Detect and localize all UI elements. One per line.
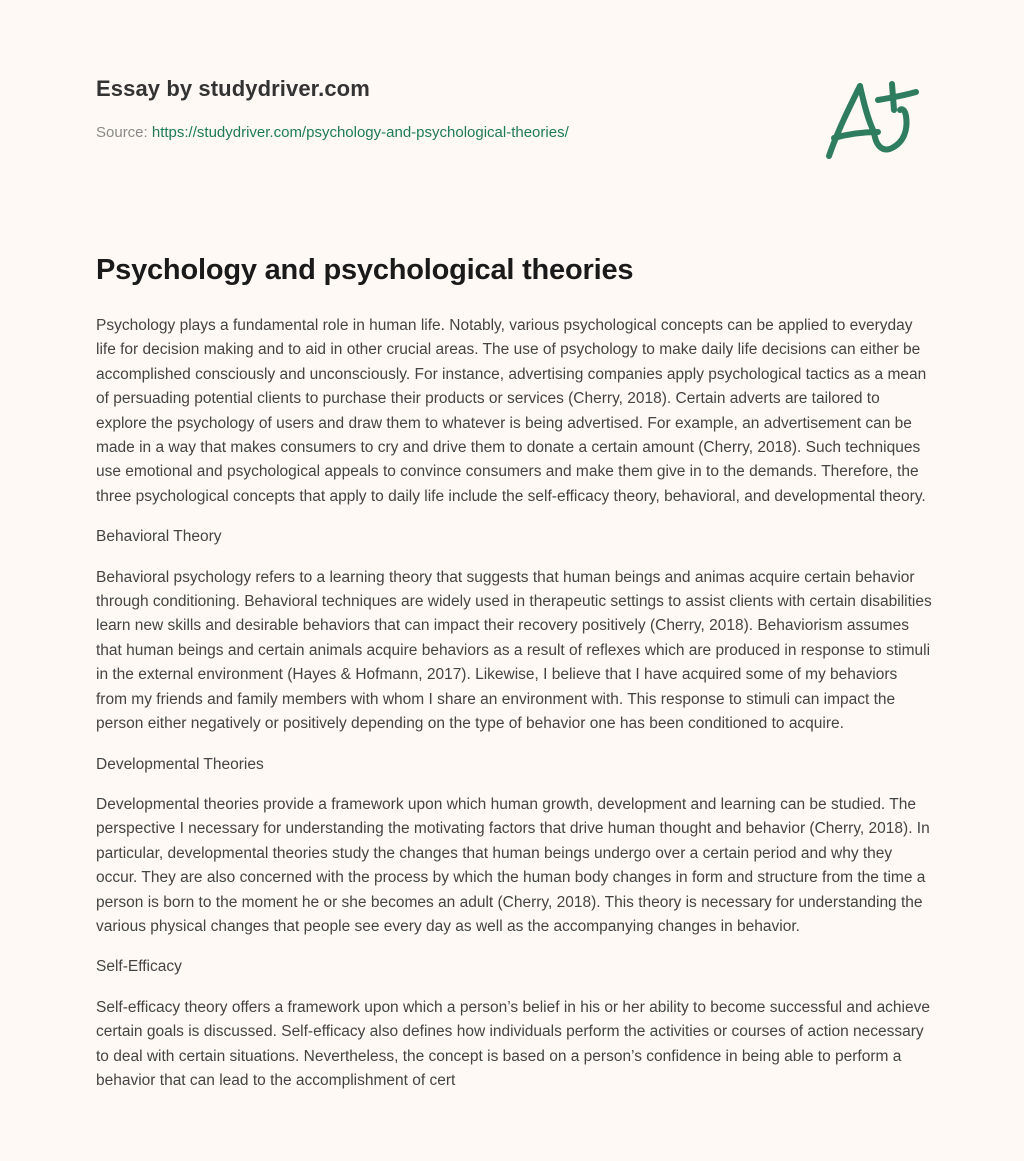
document-body xyxy=(96,314,932,1109)
page-header xyxy=(96,0,936,230)
source-label: Source: xyxy=(96,124,152,141)
a-plus-grade-icon xyxy=(820,68,930,168)
section-heading-developmental: Developmental Theories xyxy=(96,755,264,773)
section-paragraph-behavioral: Behavioral psychology refers to a learning theory that suggests that human beings and animas acquire certain behavior through conditioning. Behavioral techniques are widely used in therapeutic settings to assist clients with certain disabilities learn new skills and desirable behaviors that can impact their recovery positively (Cherry, 2018). Behaviorism assumes that human beings and certain animals acquire behaviors as a result of reflexes which are produced in response to stimuli in the external environment (Hayes & Hofmann, 2017). Likewise, I believe that I have acquired some of my behaviors from my friends and family members with whom I share an environment with. This response to stimuli can impact the person either negatively or positively depending on the type of behavior one has been conditioned to acquire. xyxy=(96,568,932,733)
section-paragraph-developmental: Developmental theories provide a framework upon which human growth, development and learning can be studied. The perspective I necessary for understanding the motivating factors that drive human thought and behavior (Cherry, 2018). In particular, developmental theories study the changes that human beings undergo over a certain period and why they occur. They are also concerned with the process by which the human body changes in form and structure from the time a person is born to the moment he or she becomes an adult (Cherry, 2018). This theory is necessary for understanding the various physical changes that people see every day as well as the accompanying changes in behavior. xyxy=(96,795,930,935)
source-link[interactable]: https://studydriver.com/psychology-and-psychological-theories/ xyxy=(151,124,569,141)
source-line xyxy=(96,124,569,141)
section-heading-behavioral: Behavioral Theory xyxy=(96,528,222,546)
site-title: Essay by studydriver.com xyxy=(96,76,370,101)
intro-paragraph: Psychology plays a fundamental role in human life. Notably, various psychological concepts can be applied to everyday life for decision making and to aid in other crucial areas. The use of psychology to make daily life decisions can either be accomplished consciously and unconsciously. For instance, advertising companies apply psychological tactics as a mean of persuading potential clients to purchase their products or services (Cherry, 2018). Certain adverts are tailored to explore the psychology of users and draw them to whatever is being advertised. For example, an advertisement can be made in a way that makes consumers to cry and drive them to donate a certain amount (Cherry, 2018). Such techniques use emotional and psychological appeals to convince consumers and make them give in to the demands. Therefore, the three psychological concepts that apply to daily life include the self-efficacy theory, behavioral, and developmental theory. xyxy=(96,317,927,505)
essay-page xyxy=(96,0,936,1089)
section-paragraph-self-efficacy: Self-efficacy theory offers a framework upon which a person’s belief in his or her ability to become successful and achieve certain goals is discussed. Self-efficacy also defines how individuals perform the activities or courses of action necessary to deal with certain situations. Nevertheless, the concept is based on a person’s confidence in being able to perform a behavior that can lead to the accomplishment of cert xyxy=(96,998,930,1089)
section-heading-self-efficacy: Self-Efficacy xyxy=(96,958,182,976)
document-title: Psychology and psychological theories xyxy=(96,254,634,286)
